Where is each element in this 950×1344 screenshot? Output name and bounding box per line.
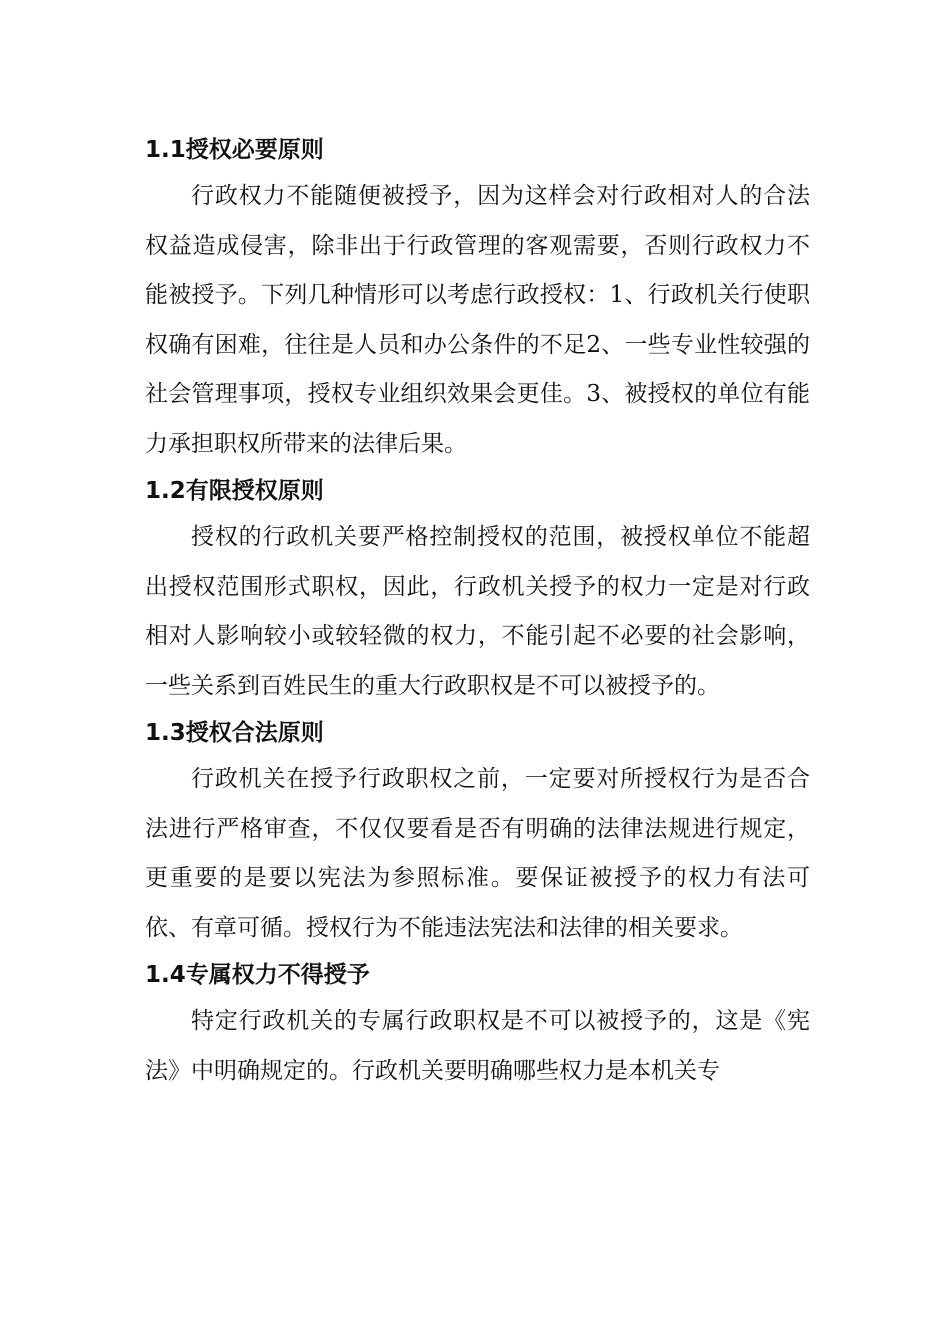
section-heading: 1.1授权必要原则 <box>145 137 324 163</box>
section-heading: 1.3授权合法原则 <box>145 720 324 746</box>
section-paragraph: 行政权力不能随便被授予，因为这样会对行政相对人的合法权益造成侵害，除非出于行政管理的客观需要，否则行政权力不能被授予。下列几种情形可以考虑行政授权：1、行政机关行使职权确有困难，往往是人员和办公条件的不足2、一些专业性较强的社会管理事项，授权专业组织效果会更佳。3、被授权的单位有能力承担职权所带来的法律后果。 <box>145 183 810 457</box>
section-paragraph: 行政机关在授予行政职权之前，一定要对所授权行为是否合法进行严格审查，不仅仅要看是否有明确的法律法规进行规定，更重要的是要以宪法为参照标准。要保证被授予的权力有法可依、有章可循。授权行为不能违法宪法和法律的相关要求。 <box>145 766 810 941</box>
section-paragraph: 特定行政机关的专属行政职权是不可以被授予的，这是《宪法》中明确规定的。行政机关要明确哪些权力是本机关专 <box>145 1008 810 1084</box>
section-1-4 <box>145 953 810 1096</box>
section-1-2 <box>145 469 810 711</box>
section-1-3 <box>145 711 810 953</box>
document-page <box>145 128 810 1096</box>
section-heading: 1.4专属权力不得授予 <box>145 962 370 988</box>
section-heading: 1.2有限授权原则 <box>145 478 324 504</box>
section-1-1 <box>145 128 810 469</box>
section-paragraph: 授权的行政机关要严格控制授权的范围，被授权单位不能超出授权范围形式职权，因此，行政机关授予的权力一定是对行政相对人影响较小或较轻微的权力，不能引起不必要的社会影响，一些关系到百姓民生的重大行政职权是不可以被授予的。 <box>145 524 810 699</box>
